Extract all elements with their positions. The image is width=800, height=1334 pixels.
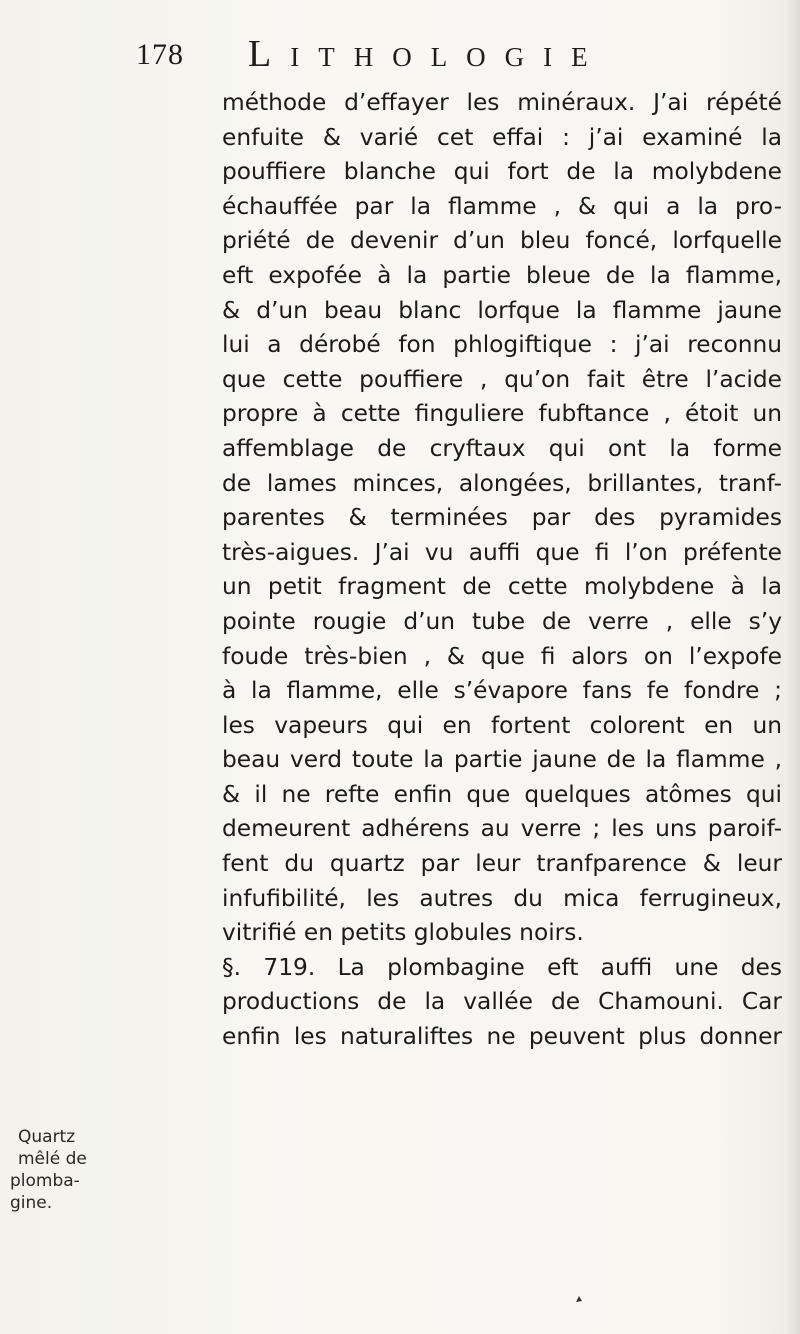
text-line: & d’un beau blanc lorfque la flamme jaune [222, 296, 782, 324]
text-line: à la flamme, elle s’évapore fans fe fondre ; [222, 677, 782, 705]
text-line: pouffiere blanche qui fort de la molybdene [222, 158, 782, 186]
text-line: pointe rougie d’un tube de verre , elle s’y [222, 607, 782, 635]
text-line: affemblage de cryftaux qui ont la forme [222, 434, 782, 462]
margin-note-line: gine. [10, 1193, 53, 1213]
text-line: vitrifié en petits globules noirs. [222, 919, 584, 947]
text-line: méthode d’effayer les minéraux. J’ai répété [222, 89, 782, 116]
running-title: Lithologie [248, 33, 607, 75]
text-line: & il ne refte enfin que quelques atômes qui [222, 780, 782, 808]
margin-note-line: Quartz [18, 1127, 76, 1147]
text-line: que cette pouffiere , qu’on fait être l’acide [222, 365, 782, 393]
page-header [136, 33, 776, 78]
text-line: de lames minces, alongées, brillantes, tranf- [222, 469, 782, 497]
margin-note [10, 1126, 92, 1214]
body-text [222, 86, 782, 1055]
text-line: infufibilité, les autres du mica ferrugineux, [222, 884, 782, 912]
ink-mark-icon [574, 1294, 584, 1304]
text-line: beau verd toute la partie jaune de la flamme , [222, 746, 782, 774]
text-line: très-aigues. J’ai vu auffi que fi l’on préfente [222, 538, 782, 566]
text-line: un petit fragment de cette molybdene à la [222, 573, 782, 601]
text-line: eft expofée à la partie bleue de la flamme, [222, 261, 782, 289]
text-line: enfuite & varié cet effai : j’ai examiné la [222, 123, 782, 151]
page-edge-shadow [786, 0, 800, 1334]
margin-note-line: mêlé de [18, 1149, 87, 1169]
margin-note-line: plomba- [10, 1171, 80, 1191]
page-number: 178 [136, 38, 184, 71]
text-line: propre à cette finguliere fubftance , étoit un [222, 400, 782, 428]
text-line: demeurent adhérens au verre ; les uns paroif- [222, 815, 782, 843]
text-line: §. 719. La plombagine eft auffi une des [222, 953, 782, 981]
text-line: productions de la vallée de Chamouni. Car [222, 988, 782, 1016]
text-line: priété de devenir d’un bleu foncé, lorfquelle [222, 227, 782, 255]
text-line: les vapeurs qui en fortent colorent en un [222, 711, 782, 739]
text-line: lui a dérobé fon phlogiftique : j’ai reconnu [222, 331, 782, 359]
text-line: échauffée par la flamme , & qui a la pro- [222, 192, 782, 220]
text-line: enfin les naturaliftes ne peuvent plus donner [222, 1023, 782, 1051]
text-line: foude très-bien , & que fi alors on l’expofe [222, 642, 782, 670]
text-line: fent du quartz par leur tranfparence & leur [222, 850, 782, 878]
text-line: parentes & terminées par des pyramides [222, 504, 782, 532]
